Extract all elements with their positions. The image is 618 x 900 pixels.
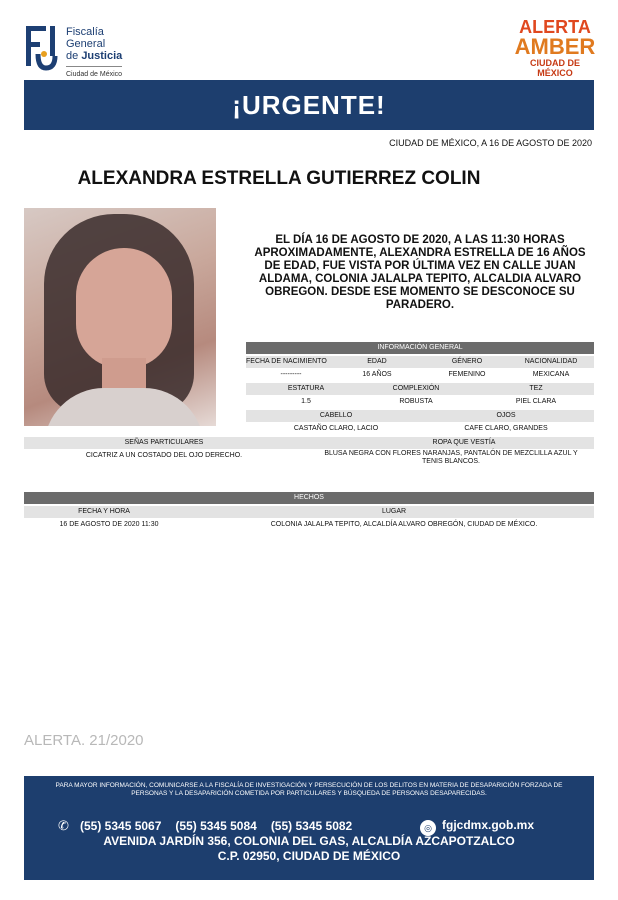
fgj-line2: General	[66, 38, 106, 50]
urgent-banner: ¡URGENTE!	[24, 80, 594, 130]
alerta-amber-logo	[514, 18, 596, 78]
info-labels-row4	[24, 437, 594, 449]
info-labels-row1	[246, 356, 594, 368]
footer-info-text: PARA MAYOR INFORMACIÓN, COMUNICARSE A LA FISCALÍA DE INVESTIGACIÓN Y PERSECUCIÓN DE LOS DELITOS EN MATERIA DE DESAPARICIÓN FORZADA DE PERSONAS Y LA DESAPARICIÓN COMETIDA POR PARTICULARES Y BÚSQUEDA DE PERSONAS DESAPARECIDAS.	[55, 782, 563, 797]
person-photo	[24, 208, 216, 426]
info-labels-row2	[246, 383, 594, 395]
label-ojos: OJOS	[496, 412, 516, 419]
value-lugar: COLONIA JALALPA TEPITO, ALCALDÍA ALVARO OBREGÓN, CIUDAD DE MÉXICO.	[270, 521, 538, 528]
phone-number-3[interactable]: (55) 5345 5082	[270, 819, 353, 833]
label-fecha-y-hora: FECHA Y HORA	[78, 508, 130, 515]
label-ropa-que-vestia: ROPA QUE VESTÍA	[432, 439, 496, 446]
label-cabello: CABELLO	[319, 412, 353, 419]
fgj-emblem-icon	[24, 24, 60, 72]
hechos-values-row	[24, 519, 594, 531]
value-genero: FEMENINO	[448, 371, 486, 378]
website-link[interactable]: fgjcdmx.gob.mx	[442, 818, 535, 832]
value-ropa-que-vestia: BLUSA NEGRA CON FLORES NARANJAS, PANTALÓN DE MEZCLILLA AZUL Y TENIS BLANCOS.	[324, 450, 578, 465]
fgj-line3-prefix: de	[66, 50, 79, 62]
value-ojos: CAFE CLARO, GRANDES	[464, 425, 548, 432]
fgj-line4: Ciudad de México	[66, 66, 122, 81]
info-values-row1	[246, 369, 594, 381]
footer-phones	[58, 818, 366, 834]
address-line2: C.P. 02950, CIUDAD DE MÉXICO	[217, 849, 401, 863]
fgj-logo-text	[66, 26, 122, 81]
info-values-row2	[246, 396, 594, 408]
alert-number: ALERTA. 21/2020	[24, 732, 144, 749]
label-fecha-nacimiento: FECHA DE NACIMIENTO	[246, 358, 327, 365]
value-fecha-y-hora: 16 DE AGOSTO DE 2020 11:30	[59, 521, 159, 528]
date-line: CIUDAD DE MÉXICO, A 16 DE AGOSTO DE 2020	[389, 138, 592, 148]
hechos-labels-row	[24, 506, 594, 518]
label-genero: GÉNERO	[451, 358, 483, 365]
value-tez: PIEL CLARA	[515, 398, 557, 405]
contact-footer	[24, 776, 594, 880]
photo-face	[76, 248, 172, 368]
value-cabello: CASTAÑO CLARO, LACIO	[293, 425, 379, 432]
amber-line3: CIUDAD DE MÉXICO	[529, 58, 580, 78]
amber-line2: AMBER	[514, 34, 596, 59]
fgj-logo	[24, 22, 134, 78]
value-fecha-nacimiento: ---------	[280, 371, 302, 378]
globe-icon: ◎	[420, 820, 436, 836]
label-nacionalidad: NACIONALIDAD	[524, 358, 578, 365]
amber-line1: ALERTA	[519, 17, 591, 37]
fgj-line1: Fiscalía	[66, 26, 104, 38]
address-line1: AVENIDA JARDÍN 356, COLONIA DEL GAS, ALCALDÍA AZCAPOTZALCO	[103, 834, 515, 848]
phone-number-2[interactable]: (55) 5345 5084	[175, 819, 257, 833]
info-values-row4	[24, 450, 594, 470]
fgj-line3-bold: Justicia	[81, 50, 123, 62]
label-estatura: ESTATURA	[287, 385, 325, 392]
value-nacionalidad: MEXICANA	[532, 371, 570, 378]
value-complexion: ROBUSTA	[399, 398, 433, 405]
label-lugar: LUGAR	[381, 508, 407, 515]
value-edad: 16 AÑOS	[362, 371, 392, 378]
case-description: EL DÍA 16 DE AGOSTO DE 2020, A LAS 11:30 HORAS APROXIMADAMENTE, ALEXANDRA ESTRELLA DE 16 AÑOS DE EDAD, FUE VISTA POR ÚLTIMA VEZ EN CALLE JUAN ALDAMA, COLONIA JALALPA TEPITO, ALCALDIA ALVARO OBREGON. DESDE ESE MOMENTO SE DESCONOCE SU PARADERO.	[254, 234, 586, 311]
info-values-row3	[246, 423, 594, 435]
label-tez: TEZ	[529, 385, 543, 392]
hechos-header: HECHOS	[24, 492, 594, 504]
info-general-header: INFORMACIÓN GENERAL	[246, 342, 594, 354]
label-complexion: COMPLEXIÓN	[392, 385, 440, 392]
phone-number-1[interactable]: (55) 5345 5067	[80, 819, 162, 833]
value-estatura: 1.5	[301, 398, 311, 405]
label-edad: EDAD	[367, 358, 387, 365]
value-senas-particulares: CICATRIZ A UN COSTADO DEL OJO DERECHO.	[85, 452, 243, 459]
missing-person-name: ALEXANDRA ESTRELLA GUTIERREZ COLIN	[77, 168, 481, 189]
footer-address	[24, 834, 594, 864]
info-labels-row3	[246, 410, 594, 422]
phone-icon: ✆	[58, 818, 69, 833]
label-senas-particulares: SEÑAS PARTICULARES	[124, 439, 204, 446]
